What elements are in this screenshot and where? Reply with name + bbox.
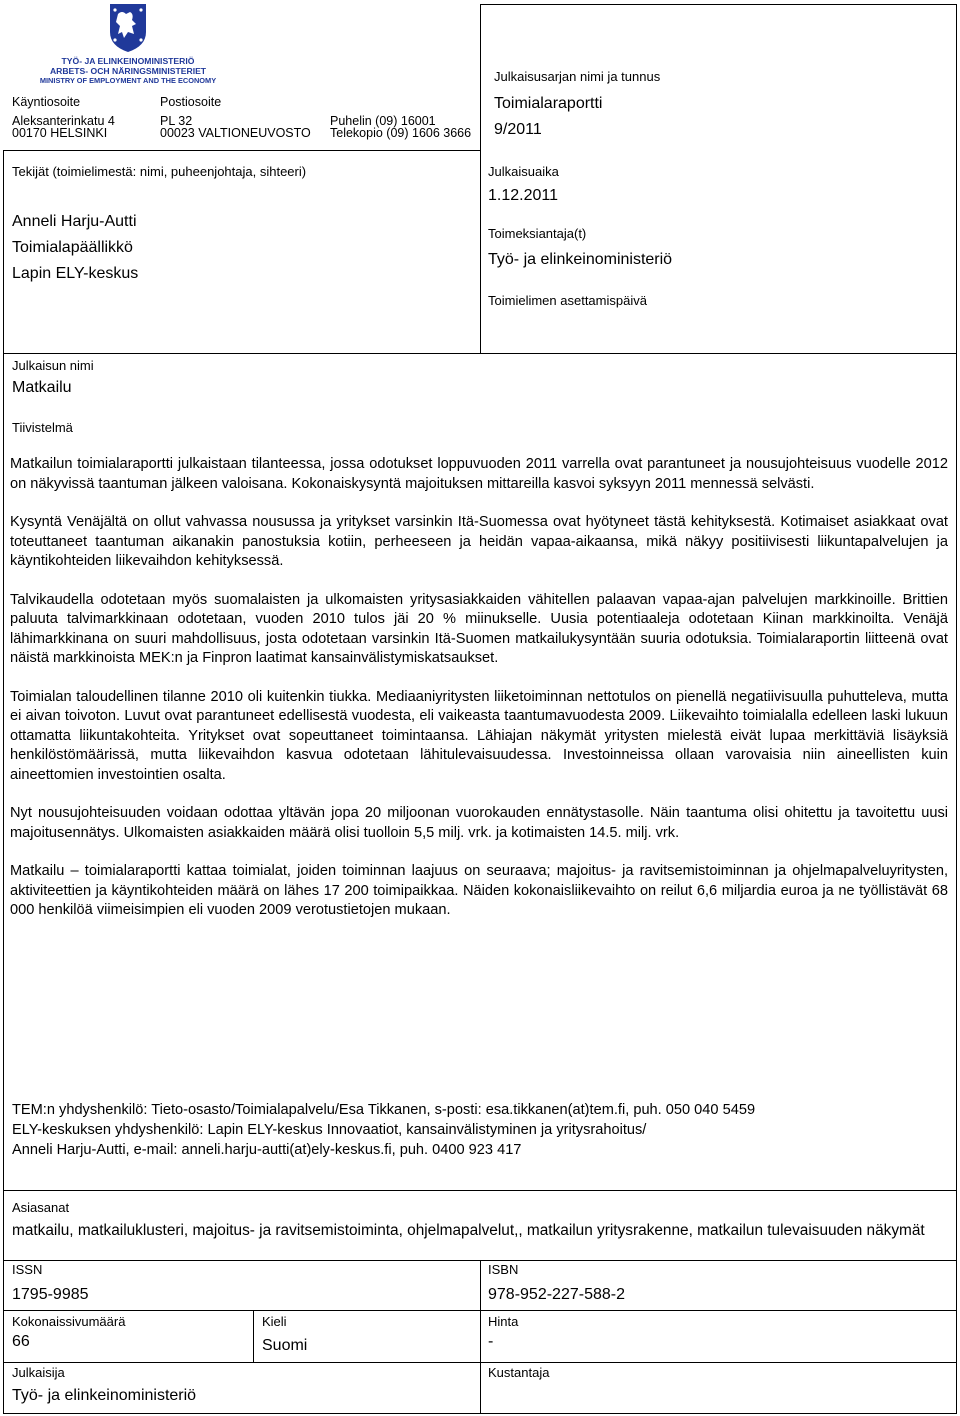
publisher-label: Julkaisija bbox=[12, 1365, 65, 1380]
language-value: Suomi bbox=[262, 1337, 308, 1354]
issn-value: 1795-9985 bbox=[12, 1286, 89, 1303]
contact-author: Anneli Harju-Autti, e-mail: anneli.harju-autti(at)ely-keskus.fi, puh. 0400 923 417 bbox=[12, 1142, 522, 1158]
isbn-value: 978-952-227-588-2 bbox=[488, 1286, 625, 1303]
appointment-date-label: Toimielimen asettamispäivä bbox=[488, 293, 647, 308]
distributor-label: Kustantaja bbox=[488, 1365, 550, 1380]
price-value: - bbox=[488, 1333, 494, 1350]
authors-label: Tekijät (toimielimestä: nimi, puheenjohtaja, sihteeri) bbox=[12, 164, 307, 179]
publication-title: Matkailu bbox=[12, 379, 72, 396]
frame-left-border bbox=[3, 150, 4, 1414]
price-label: Hinta bbox=[488, 1314, 519, 1329]
abstract-paragraph: Kysyntä Venäjältä on ollut vahvassa nousussa ja yritykset varsinkin Itä-Suomessa ovat hyötyneet tästä kehityksestä. Kotimaiset asiakkaat ovat toteuttaneet taantuman aikanakin panostuksia kotiin, perheeseen ja heidän vapaa-aikaansa, mikä näkyy positiivisesti liikuntapalvelujen ja käyntikohteiden liikevaihdon kehityksessä. bbox=[10, 514, 948, 569]
frame-abstract-bottom bbox=[3, 1190, 957, 1191]
abstract-paragraph: Matkailun toimialaraportti julkaistaan tilanteessa, jossa odotukset loppuvuoden 2011 varrella ovat parantuneet ja nousujohteisuus vuodelle 2012 on näkyvissä taantuman jälkeen valoisana. Kokonaiskysyntä majoituksen mittareilla kasvoi syksyyn 2011 mennessä selvästi. bbox=[10, 456, 948, 492]
frame-pages-lang-divider bbox=[253, 1310, 254, 1362]
pages-value: 66 bbox=[12, 1333, 30, 1350]
language-label: Kieli bbox=[262, 1314, 287, 1329]
issn-label: ISSN bbox=[12, 1262, 43, 1277]
author-title: Toimialapäällikkö bbox=[12, 239, 133, 256]
publication-date-label: Julkaisuaika bbox=[488, 164, 559, 179]
visit-address-street: Aleksanterinkatu 4 bbox=[12, 114, 115, 128]
frame-issn-isbn-divider bbox=[480, 1260, 481, 1414]
contact-info bbox=[12, 1100, 755, 1160]
abstract-paragraph: Talvikaudella odotetaan myös suomalaisten ja ulkomaisten yritysasiakkaiden vähitellen palaavan vapaa-ajan palvelujen markkinoille. Brittien paluuta talvimarkkinaan odotetaan, vuoden 2010 tulos jäi 20 % miinukselle. Uusia potentiaaleja odotetaan Kiinan markkinoilta. Venäjä lähimarkkinana on suuri mahdollisuus, josta odotetaan varsinkin Itä-Suomen matkailukysyntään suuria odotuksia. Toimialaraportin liitteenä ovat näistä markkinoista MEK:n ja Finpron laatimat kansainvälistymiskatsaukset. bbox=[10, 591, 948, 666]
frame-middle-divider bbox=[480, 4, 481, 354]
visit-address-city: 00170 HELSINKI bbox=[12, 126, 108, 140]
post-address-label: Postiosoite bbox=[160, 95, 222, 109]
abstract-body bbox=[10, 455, 948, 940]
series-number: 9/2011 bbox=[494, 121, 542, 138]
isbn-label: ISBN bbox=[488, 1262, 519, 1277]
commissioner-label: Toimeksiantaja(t) bbox=[488, 226, 587, 241]
ministry-logo bbox=[22, 2, 234, 86]
logo-line-sv: ARBETS- OCH NÄRINGSMINISTERIET bbox=[49, 66, 207, 76]
title-label: Julkaisun nimi bbox=[12, 358, 94, 373]
phone-number: Puhelin (09) 16001 bbox=[330, 114, 436, 128]
series-label: Julkaisusarjan nimi ja tunnus bbox=[494, 69, 661, 84]
pages-label: Kokonaissivumäärä bbox=[12, 1314, 126, 1329]
publication-date-value: 1.12.2011 bbox=[488, 187, 558, 204]
frame-right-border bbox=[956, 4, 957, 1414]
abstract-label: Tiivistelmä bbox=[12, 420, 73, 435]
abstract-paragraph: Nyt nousujohteisuuden voidaan odottaa yltävän jopa 20 miljoonan vuorokauden ennätystasolle. Näin taantuma olisi ohitettu ja tavoitettu uusi majoitusennätys. Ulkomaisten asiakkaiden määrä olisi tuolloin 5,5 milj. vrk. ja kotimaisten 14.5. milj. vrk. bbox=[10, 805, 948, 841]
contact-ely: ELY-keskuksen yhdyshenkilö: Lapin ELY-keskus Innovaatiot, kansainvälistyminen ja yritysrahoitus/ bbox=[12, 1122, 647, 1138]
logo-line-fi: TYÖ- JA ELINKEINOMINISTERIÖ bbox=[61, 56, 195, 66]
post-address-box: PL 32 bbox=[160, 114, 193, 128]
frame-top-right bbox=[480, 4, 957, 5]
logo-line-en: MINISTRY OF EMPLOYMENT AND THE ECONOMY bbox=[39, 76, 217, 85]
fax-number: Telekopio (09) 1606 3666 bbox=[330, 126, 472, 140]
abstract-paragraph: Toimialan taloudellinen tilanne 2010 oli kuitenkin tiukka. Mediaaniyritysten liiketoiminnan nettotulos on pienellä negatiivisuulla puhutteleva, mutta ei aivan toivoton. Luvut ovat parantuneet edellisestä vuodesta, eli vaikeasta taantumavuodesta 2009. Liikevaihto toimialalla edelleen laski lukuun ottamatta liikuntakohteita. Yritykset ovat sopeuttaneet toimintaansa. Lähiajan näkymät yritysten mielestä eivät lupaa merkittäviä lisäyksiä henkilöstömäärissä, mutta liikevaihdon kasvua odotetaan lähitulevaisuudessa. Investoinneissa ollaan varovaisia niin aineellisten kuin aineettomien investointien osalta. bbox=[10, 688, 948, 783]
author-org: Lapin ELY-keskus bbox=[12, 265, 139, 282]
finnish-lion-crest-icon bbox=[108, 2, 148, 54]
author-name: Anneli Harju-Autti bbox=[12, 213, 137, 230]
abstract-paragraph: Matkailu – toimialaraportti kattaa toimialat, joiden toiminnan laajuus on seuraava; majoitus- ja ravitsemistoiminnan ja ohjelmapalveluyritysten, aktiviteettien ja käyntikohteiden määrä on lähes 17 200 toimipaikkaa. Näiden kokonaisliikevaihto on reilut 6,6 miljardia euroa ja ne työllistävät 68 000 henkilöä viimeisimpien eli vuoden 2009 verotustietojen mukaan. bbox=[10, 863, 948, 918]
post-address-city: 00023 VALTIONEUVOSTO bbox=[160, 126, 311, 140]
publisher-value: Työ- ja elinkeinoministeriö bbox=[12, 1387, 197, 1404]
contact-tem: TEM:n yhdyshenkilö: Tieto-osasto/Toimialapalvelu/Esa Tikkanen, s-posti: esa.tikkanen(at)tem.fi, puh. 050 040 5459 bbox=[12, 1102, 756, 1118]
commissioner-value: Työ- ja elinkeinoministeriö bbox=[488, 251, 673, 268]
visit-address-label: Käyntiosoite bbox=[12, 95, 81, 109]
keywords-label: Asiasanat bbox=[12, 1200, 70, 1215]
keywords-value: matkailu, matkailuklusteri, majoitus- ja ravitsemistoiminta, ohjelmapalvelut,, matkailun yritysrakenne, matkailun tulevaisuuden näkymät bbox=[12, 1222, 925, 1239]
series-name: Toimialaraportti bbox=[494, 95, 603, 112]
frame-title-top bbox=[3, 353, 957, 354]
frame-address-bottom bbox=[3, 150, 481, 151]
